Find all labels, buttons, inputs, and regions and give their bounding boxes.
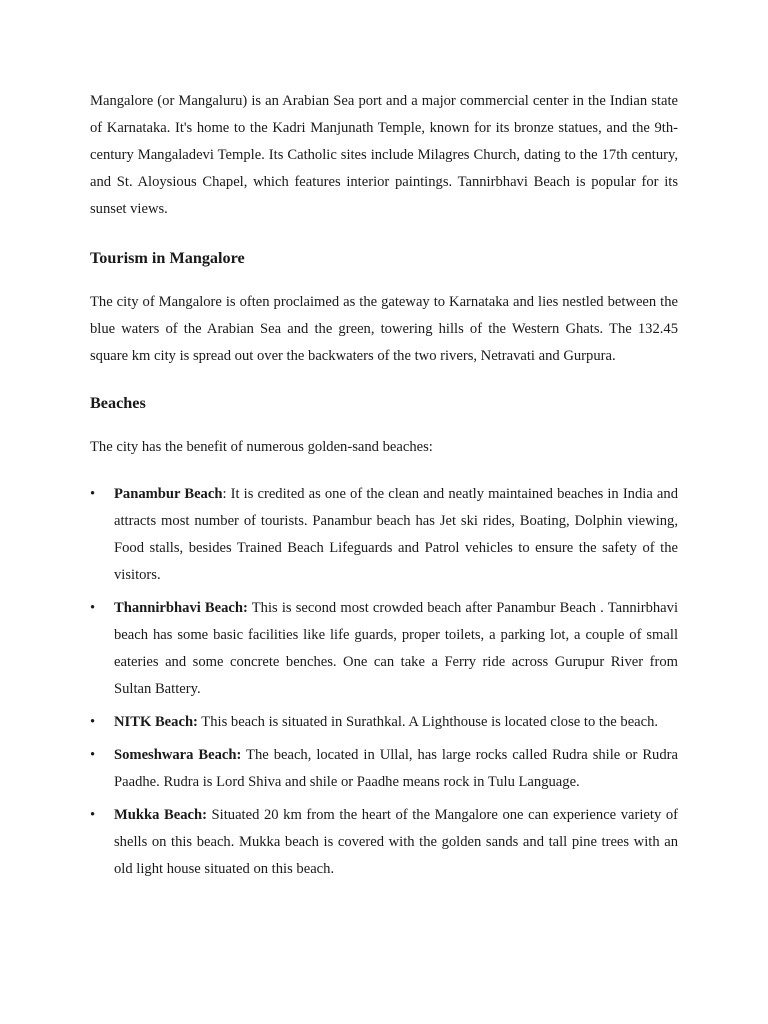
beach-name: Mukka Beach: [114, 807, 207, 823]
bullet-icon: • [90, 714, 96, 730]
list-item-thannirbhavi [90, 595, 678, 703]
beach-description: Situated 20 km from the heart of the Mangalore one can experience variety of shells on this beach. Mukka beach is covered with the golden sands and tall pine trees with an old light house situated on this beach. [114, 807, 678, 877]
beach-description: This is second most crowded beach after Panambur Beach . Tannirbhavi beach has some basic facilities like life guards, proper toilets, a parking lot, a couple of small eateries and some concrete benches. One can take a Ferry ride across Gurupur River from Sultan Battery. [114, 600, 678, 697]
beach-name: Someshwara Beach: [114, 747, 242, 763]
beach-name: Panambur Beach [114, 486, 223, 502]
beaches-intro: The city has the benefit of numerous golden-sand beaches: [90, 439, 433, 455]
beach-description: : It is credited as one of the clean and neatly maintained beaches in India and attracts most number of tourists. Panambur beach has Jet ski rides, Boating, Dolphin viewing, Food stalls, besides Trained Beach Lifeguards and Patrol vehicles to ensure the safety of the visitors. [114, 486, 678, 583]
beaches-heading: Beaches [90, 394, 146, 412]
bullet-icon: • [90, 600, 96, 616]
bullet-icon: • [90, 486, 96, 502]
beach-name: NITK Beach: [114, 714, 198, 730]
list-item-nitk [90, 709, 678, 736]
bullet-icon: • [90, 807, 96, 823]
list-item-mukka [90, 802, 678, 883]
beach-name: Thannirbhavi Beach: [114, 600, 248, 616]
beach-description: This beach is situated in Surathkal. A Lighthouse is located close to the beach. [197, 714, 659, 730]
intro-paragraph: Mangalore (or Mangaluru) is an Arabian Sea port and a major commercial center in the Indian state of Karnataka. It's home to the Kadri Manjunath Temple, known for its bronze statues, and the 9th-century Mangaladevi Temple. Its Catholic sites include Milagres Church, dating to the 17th century, and St. Aloysious Chapel, which features interior paintings. Tannirbhavi Beach is popular for its sunset views. [90, 93, 678, 217]
tourism-heading: Tourism in Mangalore [90, 249, 245, 267]
list-item-someshwara [90, 742, 678, 796]
document-page [90, 88, 678, 889]
tourism-paragraph: The city of Mangalore is often proclaimed as the gateway to Karnataka and lies nestled between the blue waters of the Arabian Sea and the green, towering hills of the Western Ghats. The 132.45 square km city is spread out over the backwaters of the two rivers, Netravati and Gurpura. [90, 294, 678, 364]
beach-list [90, 481, 678, 883]
bullet-icon: • [90, 747, 96, 763]
list-item-panambur [90, 481, 678, 589]
beach-description: The beach, located in Ullal, has large rocks called Rudra shile or Rudra Paadhe. Rudra is Lord Shiva and shile or Paadhe means rock in Tulu Language. [114, 747, 678, 790]
